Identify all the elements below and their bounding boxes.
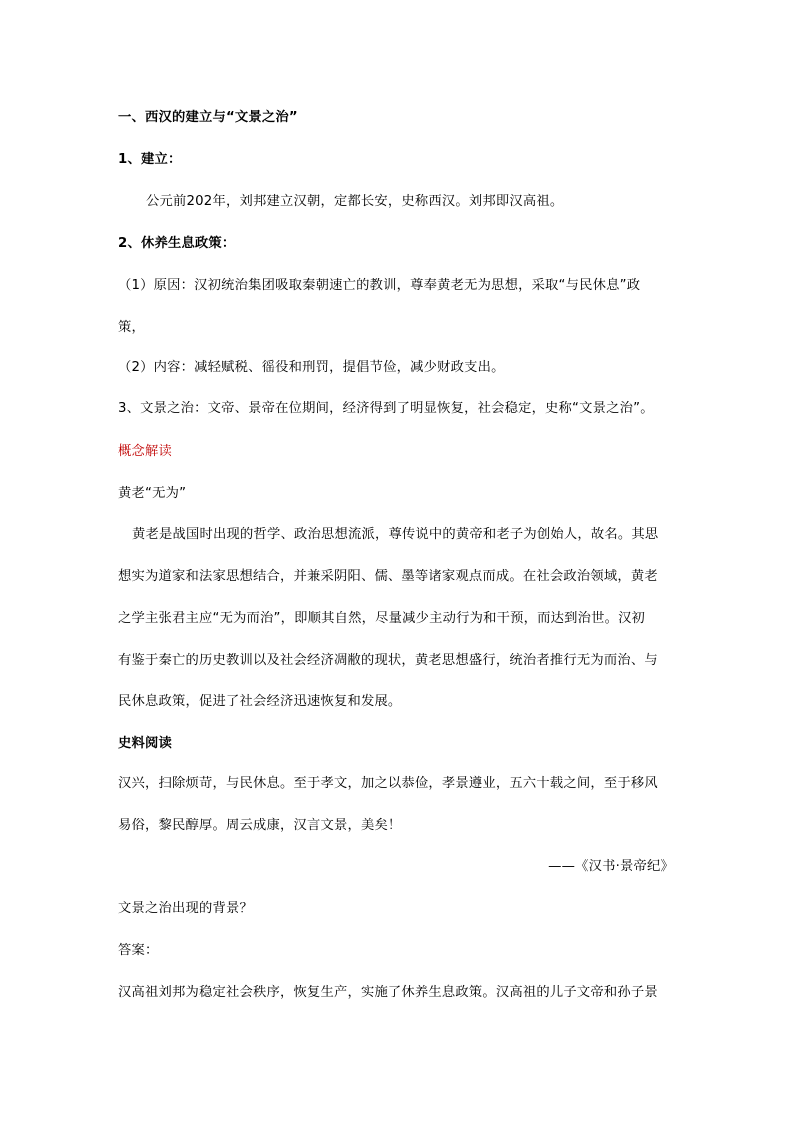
establish-paragraph: 公元前202年，刘邦建立汉朝，定都长安，史称西汉。刘邦即汉高祖。 <box>146 194 564 209</box>
concept-label: 概念解读 <box>118 444 172 459</box>
source-quote-line: 易俗，黎民醇厚。周云成康，汉言文景，美矣！ <box>118 818 402 833</box>
section-heading: 一、西汉的建立与“文景之治” <box>118 110 298 125</box>
source-label: 史料阅读 <box>118 736 172 751</box>
concept-paragraph-line: 黄老是战国时出现的哲学、政治思想流派，尊传说中的黄帝和老子为创始人，故名。其思 <box>132 527 659 542</box>
concept-paragraph-line: 想实为道家和法家思想结合，并兼采阴阳、儒、墨等诸家观点而成。在社会政治领域，黄老 <box>118 569 658 584</box>
concept-paragraph-line: 民休息政策，促进了社会经济迅速恢复和发展。 <box>118 694 402 709</box>
source-quote-line: 汉兴，扫除烦苛，与民休息。至于孝文，加之以恭俭，孝景遵业，五六十载之间，至于移风 <box>118 776 658 791</box>
policy-reason-line-1: （1）原因：汉初统治集团吸取秦朝速亡的教训，尊奉黄老无为思想，采取“与民休息”政 <box>118 278 641 293</box>
question-text: 文景之治出现的背景？ <box>118 901 253 916</box>
policy-content: （2）内容：减轻赋税、徭役和刑罚，提倡节俭，减少财政支出。 <box>118 360 505 375</box>
policy-reason-line-2: 策， <box>118 320 145 335</box>
answer-line: 汉高祖刘邦为稳定社会秩序，恢复生产，实施了休养生息政策。汉高祖的儿子文帝和孙子景 <box>118 985 658 1000</box>
subsection-heading-establish: 1、建立： <box>118 152 182 167</box>
subsection-heading-policy: 2、休养生息政策： <box>118 236 236 251</box>
concept-title: 黄老“无为” <box>118 486 187 501</box>
concept-paragraph-line: 有鉴于秦亡的历史教训以及社会经济凋敝的现状，黄老思想盛行，统治者推行无为而治、与 <box>118 653 658 668</box>
wenjing-rule-paragraph: 3、文景之治：文帝、景帝在位期间，经济得到了明显恢复，社会稳定，史称“文景之治”。 <box>118 401 654 416</box>
answer-label: 答案： <box>118 943 159 958</box>
source-citation: ——《汉书·景帝纪》 <box>548 859 674 874</box>
concept-paragraph-line: 之学主张君主应“无为而治”，即顺其自然，尽量减少主动行为和干预，而达到治世。汉初 <box>118 611 646 626</box>
